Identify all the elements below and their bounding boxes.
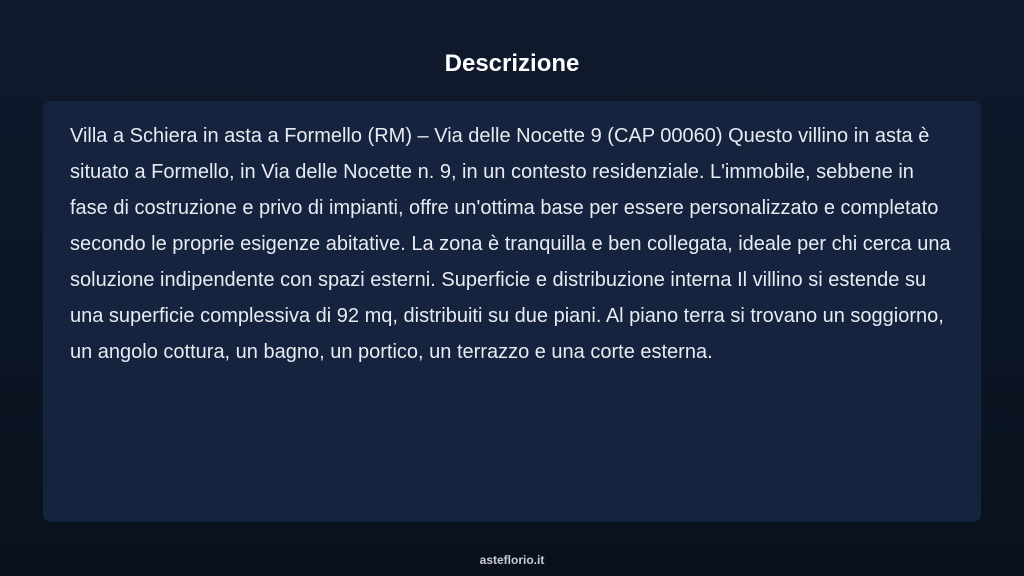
footer-bar [0, 543, 1024, 576]
description-card [43, 101, 981, 522]
page-title: Descrizione [444, 50, 580, 77]
description-text: Villa a Schiera in asta a Formello (RM) – Via delle Nocette 9 (CAP 00060) Questo villino in asta è situato a Formello, in Via delle Nocette n. 9, in un contesto residenziale. L'immobile, sebbene in fase di costruzione e privo di impianti, offre un'ottima base per essere personalizzato e completato secondo le proprie esigenze abitative. La zona è tranquilla e ben collegata, ideale per chi cerca una soluzione indipendente con spazi esterni. Superficie e distribuzione interna Il villino si estende su una superficie complessiva di 92 mq, distribuiti su due piani. Al piano terra si trovano un soggiorno, un angolo cottura, un bagno, un portico, un terrazzo e una corte esterna. [70, 125, 951, 363]
footer-site-name: asteflorio.it [479, 553, 545, 567]
